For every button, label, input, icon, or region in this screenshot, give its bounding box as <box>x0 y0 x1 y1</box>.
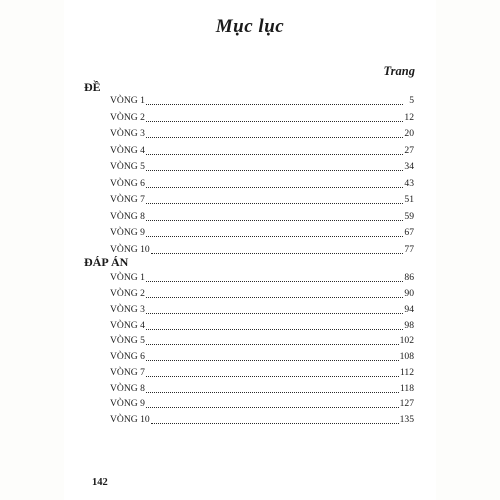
entry-page: 77 <box>404 244 414 255</box>
toc-entry[interactable] <box>110 111 414 125</box>
toc-entry[interactable] <box>110 271 414 285</box>
entry-label: VÒNG 7 <box>110 367 145 378</box>
dot-leader <box>146 375 399 377</box>
entry-page: 135 <box>399 414 414 425</box>
toc-entry[interactable] <box>110 382 414 396</box>
dot-leader <box>146 280 403 282</box>
dot-leader <box>151 422 399 424</box>
dot-leader <box>146 202 403 204</box>
entry-label: VÒNG 5 <box>110 161 145 172</box>
entry-label: VÒNG 4 <box>110 145 145 156</box>
entry-label: VÒNG 1 <box>110 272 145 283</box>
toc-entry[interactable] <box>110 303 414 317</box>
dot-leader <box>146 328 403 330</box>
toc-entry[interactable] <box>110 413 414 427</box>
entry-label: VÒNG 5 <box>110 335 145 346</box>
entry-label: VÒNG 10 <box>110 414 150 425</box>
section-heading-de: ĐỀ <box>84 80 101 94</box>
entry-page: 90 <box>404 288 414 299</box>
toc-entry[interactable] <box>110 350 414 364</box>
entry-page: 108 <box>399 351 414 362</box>
dot-leader <box>146 169 403 171</box>
toc-entry[interactable] <box>110 193 414 207</box>
dot-leader <box>146 120 403 122</box>
toc-entry[interactable] <box>110 94 414 108</box>
toc-entry[interactable] <box>110 160 414 174</box>
entry-page: 67 <box>404 227 414 238</box>
entry-page: 86 <box>404 272 414 283</box>
entry-label: VÒNG 3 <box>110 128 145 139</box>
dot-leader <box>146 153 403 155</box>
dot-leader <box>146 296 403 298</box>
entry-page: 20 <box>404 128 414 139</box>
dot-leader <box>146 391 399 393</box>
toc-entry[interactable] <box>110 287 414 301</box>
entry-page: 118 <box>399 383 414 394</box>
entry-page: 5 <box>409 95 414 106</box>
entry-page: 12 <box>404 112 414 123</box>
section-heading-dap-an: ĐÁP ÁN <box>84 255 129 269</box>
entry-label: VÒNG 8 <box>110 211 145 222</box>
entry-page: 127 <box>399 398 414 409</box>
entry-label: VÒNG 2 <box>110 112 145 123</box>
toc-entry[interactable] <box>110 127 414 141</box>
dot-leader <box>146 186 403 188</box>
dot-leader <box>146 103 403 105</box>
entry-page: 27 <box>404 145 414 156</box>
toc-entry[interactable] <box>110 397 414 411</box>
entry-label: VÒNG 10 <box>110 244 150 255</box>
toc-entry[interactable] <box>110 334 414 348</box>
toc-entry[interactable] <box>110 243 414 257</box>
page-number: 142 <box>92 477 108 488</box>
entry-page: 94 <box>404 304 414 315</box>
entry-label: VÒNG 8 <box>110 383 145 394</box>
entry-label: VÒNG 6 <box>110 178 145 189</box>
entry-page: 102 <box>399 335 414 346</box>
dot-leader <box>146 406 399 408</box>
page-column-header: Trang <box>383 64 415 78</box>
entry-page: 112 <box>399 367 414 378</box>
entry-page: 51 <box>404 194 414 205</box>
entry-label: VÒNG 6 <box>110 351 145 362</box>
toc-entry[interactable] <box>110 319 414 333</box>
dot-leader <box>146 359 399 361</box>
entry-label: VÒNG 2 <box>110 288 145 299</box>
toc-entry[interactable] <box>110 177 414 191</box>
entry-page: 98 <box>404 320 414 331</box>
entry-label: VÒNG 1 <box>110 95 145 106</box>
entry-page: 43 <box>404 178 414 189</box>
entry-label: VÒNG 4 <box>110 320 145 331</box>
toc-title: Mục lục <box>215 16 285 37</box>
entry-label: VÒNG 3 <box>110 304 145 315</box>
toc-entry[interactable] <box>110 210 414 224</box>
dot-leader <box>146 312 403 314</box>
toc-entry[interactable] <box>110 366 414 380</box>
dot-leader <box>146 235 403 237</box>
entry-label: VÒNG 9 <box>110 227 145 238</box>
dot-leader <box>146 219 403 221</box>
entry-page: 34 <box>404 161 414 172</box>
entry-label: VÒNG 9 <box>110 398 145 409</box>
entry-page: 59 <box>404 211 414 222</box>
dot-leader <box>151 252 403 254</box>
toc-entry[interactable] <box>110 226 414 240</box>
dot-leader <box>146 136 403 138</box>
dot-leader <box>146 343 399 345</box>
entry-label: VÒNG 7 <box>110 194 145 205</box>
toc-entry[interactable] <box>110 144 414 158</box>
